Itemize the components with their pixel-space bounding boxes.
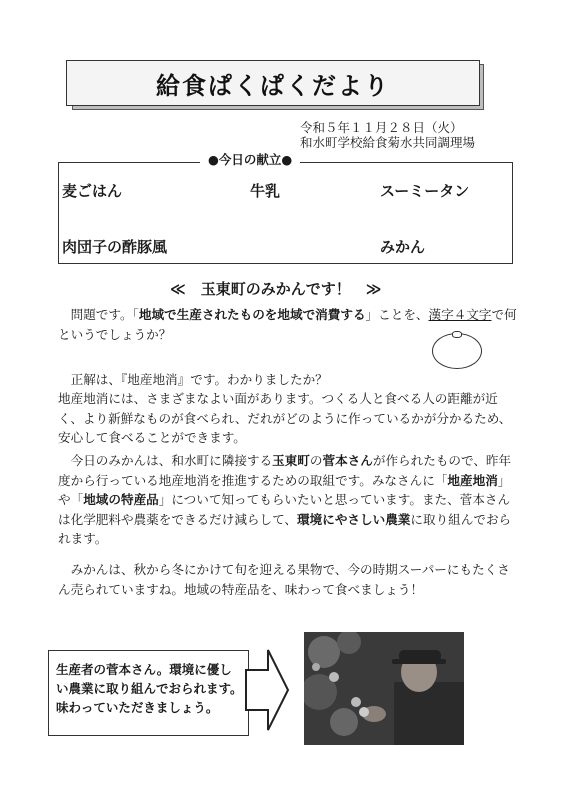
article-headline: ≪ 玉東町のみかんです！ ≫ [170, 280, 382, 298]
school-name: 和水町学校給食菊水共同調理場 [300, 135, 476, 150]
right-arrow-icon [244, 648, 290, 732]
paragraph-mikan: 今日のみかんは、和水町に隣接する玉東町の菅本さんが作られたもので、昨年度から行っている地産地消を推進するための取組です。みなさんに「地産地消」や「地域の特産品」について知ってもらいたいと思っています。また、菅本さんは化学肥料や農薬をできるだけ減らして、環境にやさしい農業に取り組んでおられます。 [58, 453, 512, 546]
caption-text: 生産者の菅本さん。環境に優し い農業に取り組んでおられます。 味わっていただきましょう。 [56, 662, 243, 715]
title-banner [66, 60, 480, 106]
paragraph-explanation: 地産地消には、さまざまなよい面があります。つくる人と食べる人の距離が近く、より新鮮なものが食べられ、だれがどのように作っているかが分かるため、安心して食べることができます。 [58, 391, 512, 445]
issue-date: 令和５年１１月２８日（火） [300, 120, 463, 135]
menu-item-rice: 麦ごはん [62, 182, 123, 200]
newsletter-title: 給食ぱくぱくだより [156, 71, 390, 100]
menu-heading: ●今日の献立● [200, 150, 300, 168]
menu-item-milk: 牛乳 [250, 182, 281, 200]
menu-item-meatball: 肉団子の酢豚風 [62, 238, 168, 256]
paragraph-answer: 正解は、『地産地消』です。わかりましたか？ [58, 372, 328, 387]
paragraph-closing: みかんは、秋から冬にかけて旬を迎える果物で、今の時期スーパーにもたくさん売られていますね。地域の特産品を、味わって食べましょう！ [58, 562, 510, 597]
producer-photo [304, 632, 464, 745]
menu-item-mikan: みかん [380, 238, 426, 256]
paragraph-question: 問題です。「地域で生産されたものを地域で消費する」ことを、漢字４文字で何というでしょうか？ [58, 307, 517, 342]
menu-item-soup: スーミータン [380, 182, 470, 200]
